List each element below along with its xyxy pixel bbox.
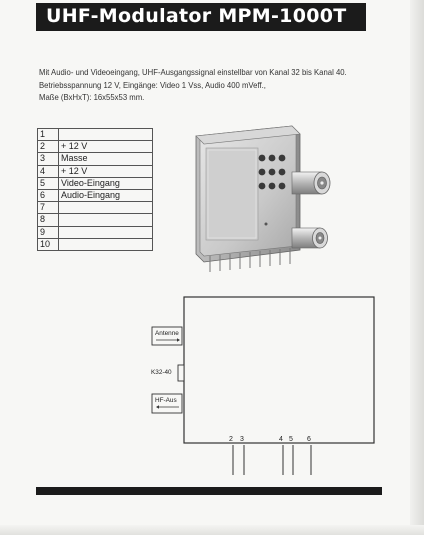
product-description (39, 66, 347, 104)
antenne-label: Antenne (155, 330, 179, 337)
table-row (38, 129, 153, 141)
channel-label: K32-40 (151, 369, 172, 376)
table-row (38, 226, 153, 238)
pin-number: 5 (38, 177, 59, 189)
table-row (38, 214, 153, 226)
table-row (38, 177, 153, 189)
pin-function (59, 129, 153, 141)
pin-table (37, 128, 153, 251)
table-row (38, 141, 153, 153)
hf-out-label: HF-Aus (155, 397, 177, 404)
description-line: Mit Audio- und Videoeingang, UHF-Ausgangssignal einstellbar von Kanal 32 bis Kanal 40. (39, 67, 347, 77)
table-row (38, 189, 153, 201)
description-line: Maße (BxHxT): 16x55x53 mm. (39, 92, 145, 102)
module-photo (180, 122, 340, 278)
table-row (38, 153, 153, 165)
pin-number: 10 (38, 238, 59, 250)
pin-number: 2 (38, 141, 59, 153)
pin-label: 3 (240, 436, 244, 443)
table-row (38, 165, 153, 177)
scan-bottom-shadow (0, 525, 424, 535)
description-line: Betriebsspannung 12 V, Eingänge: Video 1 Vss, Audio 400 mVeff., (39, 79, 266, 90)
pin-function (59, 226, 153, 238)
pin-function: Masse (59, 153, 153, 165)
pin-function (59, 202, 153, 214)
antenne-input (152, 327, 182, 345)
pin-number: 8 (38, 214, 59, 226)
pin-function: Video-Eingang (59, 177, 153, 189)
pin-function: + 12 V (59, 141, 153, 153)
pin-number: 3 (38, 153, 59, 165)
pin-label: 6 (307, 436, 311, 443)
pin-number: 1 (38, 129, 59, 141)
pin-label: 5 (289, 436, 293, 443)
footer-bar (36, 487, 382, 495)
pin-number: 6 (38, 189, 59, 201)
channel-selector (151, 365, 184, 381)
block-diagram (140, 295, 380, 477)
scan-edge-shadow (410, 0, 424, 535)
pin-label: 4 (279, 436, 283, 443)
pin-function (59, 238, 153, 250)
pin-function: + 12 V (59, 165, 153, 177)
pin-number: 4 (38, 165, 59, 177)
pin-function (59, 214, 153, 226)
pin-label: 2 (229, 436, 233, 443)
pin-number: 7 (38, 202, 59, 214)
page-title: UHF-Modulator MPM-1000T (46, 5, 347, 27)
pin-number: 9 (38, 226, 59, 238)
modulator-box (184, 297, 374, 443)
table-row (38, 202, 153, 214)
hf-output (152, 394, 182, 413)
table-row (38, 238, 153, 250)
pin-function: Audio-Eingang (59, 189, 153, 201)
